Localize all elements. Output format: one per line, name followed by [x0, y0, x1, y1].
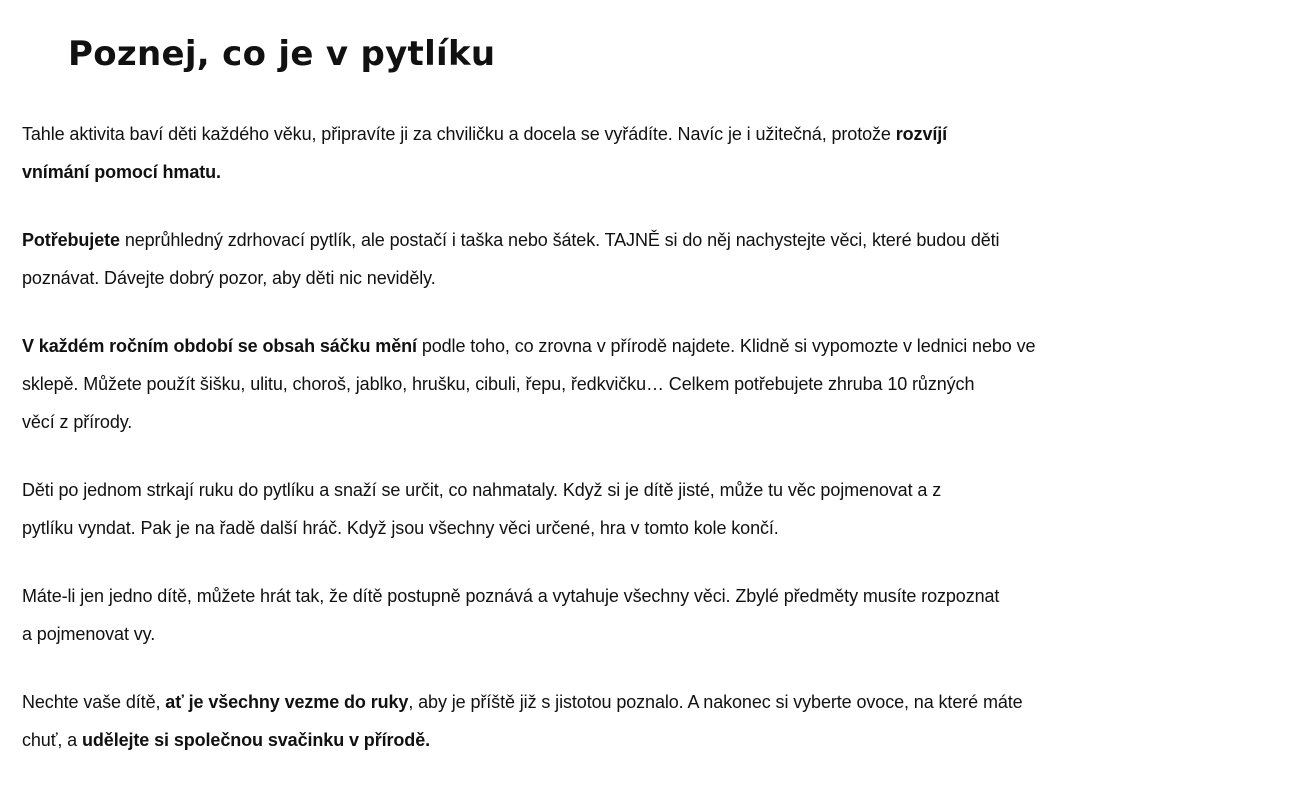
- text-line: [22, 153, 1292, 191]
- text: sklepě. Můžete použít šišku, ulitu, choroš, jablko, hrušku, cibuli, řepu, ředkvičku… Celkem potřebujete zhruba 10 různých: [22, 374, 975, 394]
- text-line: [22, 471, 1292, 509]
- text: Nechte vaše dítě,: [22, 692, 166, 712]
- text-line: [22, 221, 1292, 259]
- page-title: Poznej, co je v pytlíku: [68, 34, 496, 74]
- bold-text: ať je všechny vezme do ruky: [165, 692, 409, 712]
- text-line: [22, 327, 1292, 365]
- bold-text: vnímání pomocí hmatu.: [22, 162, 221, 182]
- bold-text: V každém ročním období se obsah sáčku mění: [22, 336, 417, 356]
- text-line: [22, 259, 1292, 297]
- text: , aby je příště již s jistotou poznalo. A nakonec si vyberte ovoce, na které máte: [408, 692, 1023, 712]
- text-line: [22, 615, 1292, 653]
- bold-text: udělejte si společnou svačinku v přírodě.: [82, 730, 431, 750]
- text-line: [22, 365, 1292, 403]
- text: chuť, a: [22, 730, 82, 750]
- paragraph: [22, 683, 1292, 759]
- text-line: [22, 577, 1292, 615]
- paragraph: [22, 115, 1292, 191]
- text: pytlíku vyndat. Pak je na řadě další hráč. Když jsou všechny věci určené, hra v tomto kole končí.: [22, 518, 779, 538]
- text-line: [22, 509, 1292, 547]
- paragraph: [22, 221, 1292, 297]
- paragraph: [22, 471, 1292, 547]
- bold-text: rozvíjí: [895, 124, 948, 144]
- text: poznávat. Dávejte dobrý pozor, aby děti nic neviděly.: [22, 268, 436, 288]
- text: podle toho, co zrovna v přírodě najdete. Klidně si vypomozte v lednici nebo ve: [416, 336, 1036, 356]
- text: věcí z přírody.: [22, 412, 133, 432]
- text: Tahle aktivita baví děti každého věku, připravíte ji za chviličku a docela se vyřádíte. Navíc je i užitečná, protože: [22, 124, 896, 144]
- text-line: [22, 721, 1292, 759]
- text: Máte-li jen jedno dítě, můžete hrát tak, že dítě postupně poznává a vytahuje všechny věci. Zbylé předměty musíte rozpoznat: [22, 586, 1000, 606]
- text: neprůhledný zdrhovací pytlík, ale postačí i taška nebo šátek. TAJNĚ si do něj nachystejte věci, které budou děti: [119, 230, 1000, 250]
- text: Děti po jednom strkají ruku do pytlíku a snaží se určit, co nahmataly. Když si je dítě jisté, může tu věc pojmenovat a z: [22, 480, 942, 500]
- paragraph: [22, 327, 1292, 441]
- article-body: [22, 115, 1292, 789]
- text-line: [22, 115, 1292, 153]
- text-line: [22, 403, 1292, 441]
- paragraph: [22, 577, 1292, 653]
- text-line: [22, 683, 1292, 721]
- bold-text: Potřebujete: [22, 230, 120, 250]
- text: a pojmenovat vy.: [22, 624, 156, 644]
